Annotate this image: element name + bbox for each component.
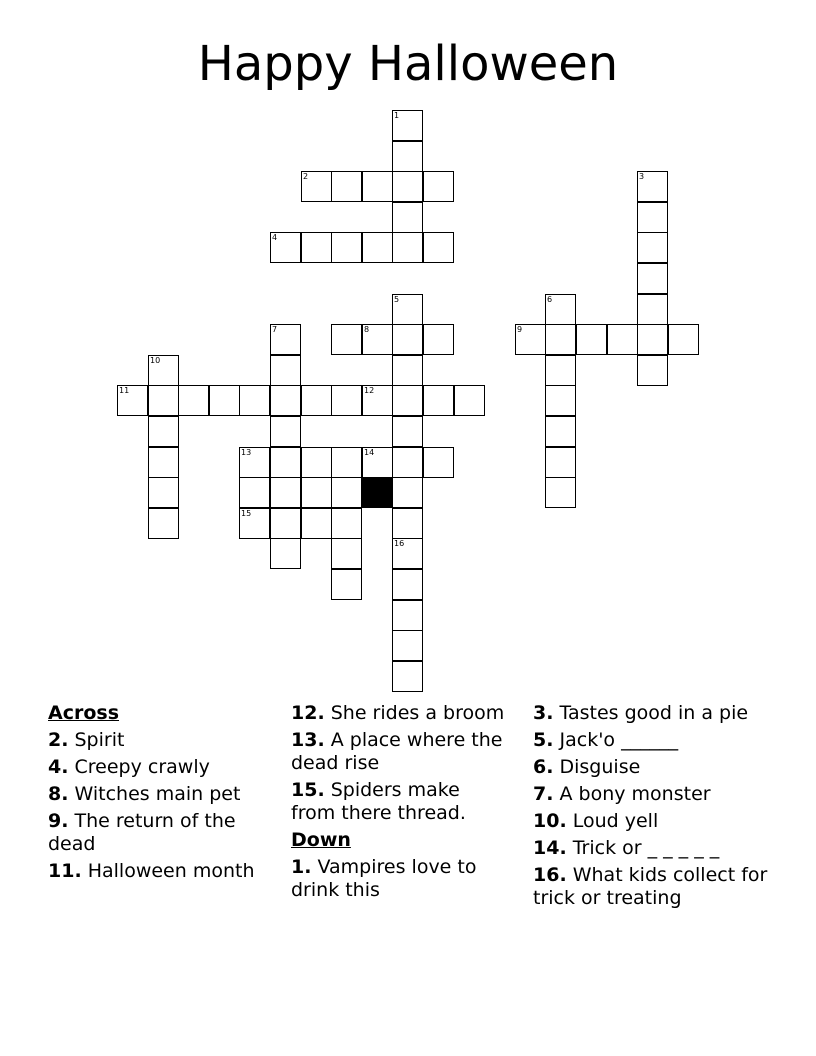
crossword-cell[interactable] [148, 385, 179, 416]
crossword-cell[interactable] [392, 508, 423, 539]
crossword-cell[interactable] [148, 477, 179, 508]
crossword-cell[interactable] [545, 477, 576, 508]
clue-column-1 [48, 702, 280, 887]
crossword-cell[interactable] [392, 202, 423, 233]
crossword-cell[interactable] [545, 294, 576, 325]
crossword-cell[interactable] [423, 324, 454, 355]
crossword-cell[interactable] [331, 569, 362, 600]
crossword-cell[interactable] [117, 385, 148, 416]
crossword-cell[interactable] [637, 232, 668, 263]
clue-down-16: 16. What kids collect for trick or treating [533, 864, 768, 909]
crossword-cell[interactable] [392, 324, 423, 355]
cell-number: 3 [639, 172, 645, 181]
clue-across-13: 13. A place where the dead rise [291, 729, 503, 774]
crossword-cell[interactable] [331, 447, 362, 478]
crossword-cell[interactable] [392, 477, 423, 508]
crossword-cell[interactable] [392, 232, 423, 263]
clue-down-14: 14. Trick or _ _ _ _ _ [533, 837, 720, 859]
crossword-cell[interactable] [637, 294, 668, 325]
cell-number: 6 [547, 295, 553, 304]
crossword-cell[interactable] [331, 171, 362, 202]
clue-down-5: 5. Jack'o ______ [533, 729, 679, 751]
crossword-cell[interactable] [270, 355, 301, 386]
crossword-cell[interactable] [301, 447, 332, 478]
crossword-cell[interactable] [301, 232, 332, 263]
cell-number: 11 [119, 386, 130, 395]
crossword-cell[interactable] [301, 171, 332, 202]
crossword-cell[interactable] [637, 263, 668, 294]
crossword-cell[interactable] [392, 385, 423, 416]
crossword-cell[interactable] [515, 324, 546, 355]
crossword-cell[interactable] [331, 385, 362, 416]
cell-number: 13 [241, 448, 252, 457]
crossword-cell[interactable] [270, 324, 301, 355]
crossword-cell[interactable] [392, 110, 423, 141]
clue-across-9: 9. The return of the dead [48, 810, 236, 855]
crossword-cell[interactable] [270, 538, 301, 569]
crossword-cell[interactable] [545, 355, 576, 386]
clue-across-4: 4. Creepy crawly [48, 756, 210, 778]
clue-across-12: 12. She rides a broom [291, 702, 505, 724]
cell-number: 14 [364, 448, 375, 457]
clue-down-1: 1. Vampires love to drink this [291, 856, 477, 901]
crossword-cell[interactable] [362, 171, 393, 202]
crossword-cell[interactable] [392, 171, 423, 202]
crossword-cell[interactable] [331, 508, 362, 539]
crossword-cell[interactable] [239, 447, 270, 478]
crossword-cell[interactable] [607, 324, 638, 355]
crossword-cell[interactable] [148, 447, 179, 478]
cell-number: 4 [272, 233, 278, 242]
cell-number: 8 [364, 325, 370, 334]
cell-number: 1 [394, 111, 400, 120]
crossword-cell[interactable] [454, 385, 485, 416]
cell-number: 7 [272, 325, 278, 334]
crossword-cell[interactable] [239, 508, 270, 539]
crossword-cell[interactable] [331, 232, 362, 263]
crossword-cell[interactable] [392, 630, 423, 661]
clue-column-3 [533, 702, 773, 914]
crossword-cell[interactable] [270, 232, 301, 263]
crossword-cell[interactable] [545, 385, 576, 416]
crossword-cell[interactable] [392, 355, 423, 386]
clue-across-8: 8. Witches main pet [48, 783, 241, 805]
crossword-cell[interactable] [331, 324, 362, 355]
clue-down-3: 3. Tastes good in a pie [533, 702, 749, 724]
crossword-cell[interactable] [148, 355, 179, 386]
crossword-black-cell [362, 477, 393, 508]
crossword-cell[interactable] [362, 232, 393, 263]
crossword-cell[interactable] [362, 324, 393, 355]
crossword-cell[interactable] [392, 600, 423, 631]
crossword-cell[interactable] [301, 385, 332, 416]
cell-number: 12 [364, 386, 375, 395]
crossword-cell[interactable] [637, 324, 668, 355]
crossword-cell[interactable] [148, 416, 179, 447]
crossword-cell[interactable] [545, 416, 576, 447]
crossword-cell[interactable] [668, 324, 699, 355]
clue-across-2: 2. Spirit [48, 729, 125, 751]
crossword-cell[interactable] [423, 232, 454, 263]
cell-number: 10 [150, 356, 161, 365]
crossword-cell[interactable] [270, 508, 301, 539]
crossword-cell[interactable] [423, 171, 454, 202]
crossword-cell[interactable] [392, 569, 423, 600]
crossword-cell[interactable] [301, 477, 332, 508]
crossword-cell[interactable] [331, 538, 362, 569]
crossword-cell[interactable] [423, 385, 454, 416]
crossword-cell[interactable] [392, 661, 423, 692]
clue-across-11: 11. Halloween month [48, 860, 255, 882]
crossword-cell[interactable] [148, 508, 179, 539]
clue-across-15: 15. Spiders make from there thread. [291, 779, 466, 824]
across-heading: Across [48, 702, 120, 724]
cell-number: 9 [517, 325, 523, 334]
clue-column-2 [291, 702, 506, 906]
crossword-cell[interactable] [392, 447, 423, 478]
cell-number: 15 [241, 509, 252, 518]
crossword-cell[interactable] [392, 538, 423, 569]
cell-number: 16 [394, 539, 405, 548]
crossword-cell[interactable] [239, 477, 270, 508]
crossword-cell[interactable] [392, 416, 423, 447]
crossword-cell[interactable] [209, 385, 240, 416]
crossword-cell[interactable] [545, 447, 576, 478]
crossword-cell[interactable] [362, 385, 393, 416]
crossword-cell[interactable] [392, 141, 423, 172]
cell-number: 2 [303, 172, 309, 181]
crossword-cell[interactable] [637, 355, 668, 386]
crossword-cell[interactable] [301, 508, 332, 539]
cell-number: 5 [394, 295, 400, 304]
crossword-cell[interactable] [270, 385, 301, 416]
crossword-cell[interactable] [392, 294, 423, 325]
crossword-cell[interactable] [362, 447, 393, 478]
crossword-cell[interactable] [576, 324, 607, 355]
crossword-cell[interactable] [637, 202, 668, 233]
crossword-cell[interactable] [239, 385, 270, 416]
crossword-cell[interactable] [331, 477, 362, 508]
clue-down-6: 6. Disguise [533, 756, 641, 778]
crossword-cell[interactable] [270, 447, 301, 478]
crossword-cell[interactable] [423, 447, 454, 478]
down-heading: Down [291, 829, 351, 851]
crossword-cell[interactable] [270, 416, 301, 447]
clue-down-10: 10. Loud yell [533, 810, 659, 832]
crossword-cell[interactable] [637, 171, 668, 202]
puzzle-title: Happy Halloween [197, 36, 619, 92]
crossword-cell[interactable] [270, 477, 301, 508]
crossword-cell[interactable] [545, 324, 576, 355]
crossword-cell[interactable] [178, 385, 209, 416]
clue-down-7: 7. A bony monster [533, 783, 711, 805]
